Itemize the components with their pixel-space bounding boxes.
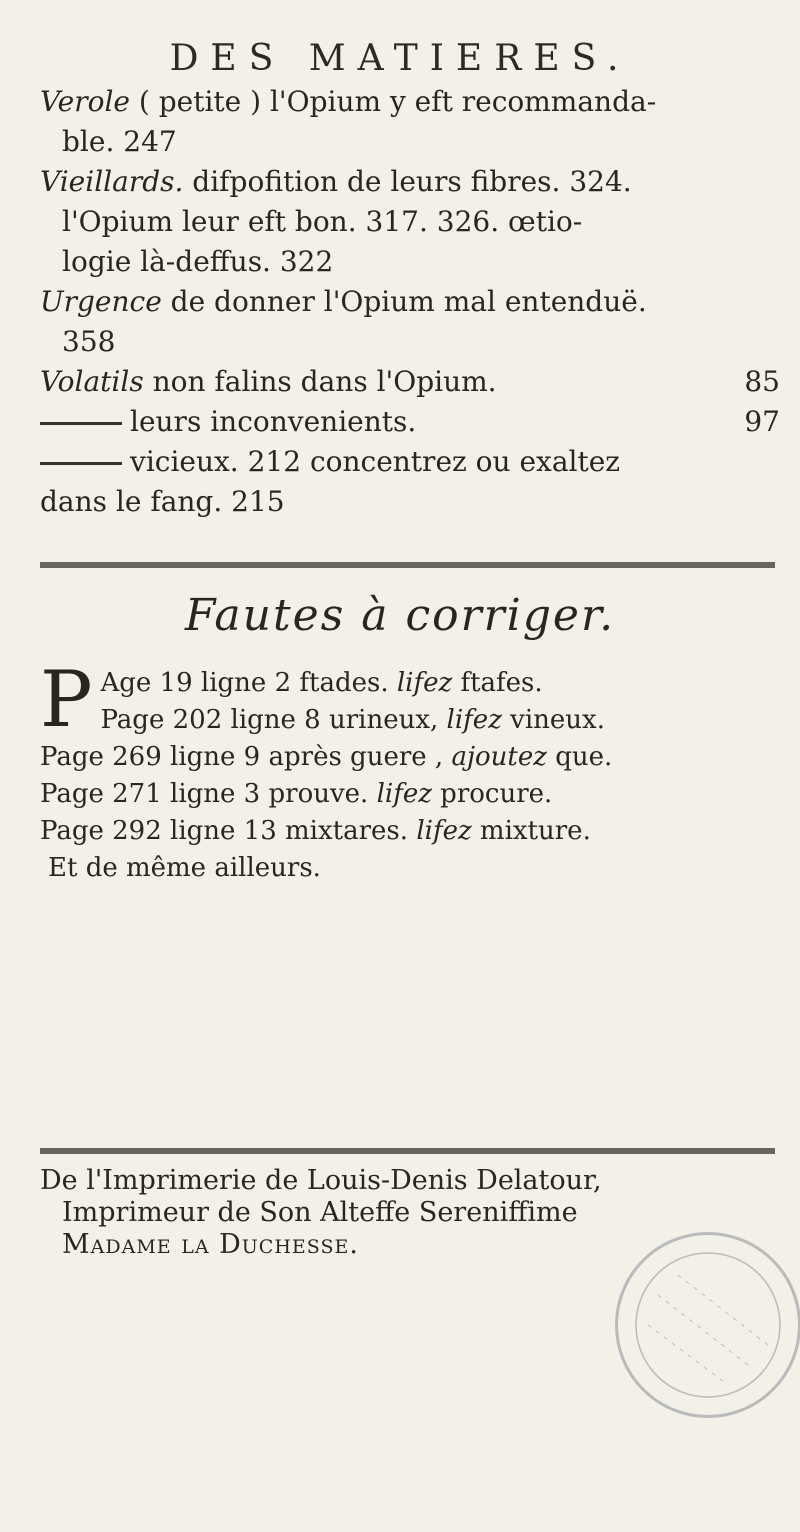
- entry-text: vicieux. 212 concentrez ou exaltez: [130, 445, 621, 478]
- errata-text: Page 292 ligne 13 mixtares.: [40, 816, 417, 846]
- errata-instruction: lifez: [396, 668, 453, 698]
- errata-list: [40, 655, 780, 887]
- errata-text: Page 202 ligne 8 urineux,: [100, 705, 447, 735]
- imprint-line: Imprimeur de Son Alteffe Sereniffime: [62, 1197, 578, 1228]
- errata-text: Page 271 ligne 3 prouve.: [40, 779, 377, 809]
- imprint-line: Madame la Duchesse.: [62, 1229, 359, 1260]
- index-entry: [40, 282, 780, 362]
- page-header: DES MATIERES.: [169, 38, 631, 79]
- entry-continuation: ble. 247: [62, 125, 177, 158]
- errata-line: [40, 665, 780, 702]
- errata-instruction: ajoutez: [451, 742, 547, 772]
- errata-text: Et de même ailleurs.: [48, 853, 321, 883]
- errata-instruction: lifez: [376, 779, 432, 809]
- library-stamp: [615, 1232, 800, 1418]
- index-entry: [40, 442, 780, 522]
- entry-text: leurs inconvenients.: [130, 405, 417, 438]
- divider-rule: [40, 562, 775, 568]
- stamp-icon: [618, 1235, 798, 1415]
- entry-keyword: Verole: [40, 85, 130, 118]
- index-entries: [40, 82, 780, 522]
- entry-text: de donner l'Opium mal entenduë.: [161, 285, 647, 318]
- entry-text: difpofition de leurs fibres. 324.: [183, 165, 632, 198]
- entry-text: non falins dans l'Opium.: [143, 365, 497, 398]
- entry-keyword: Vieillards.: [40, 165, 184, 198]
- entry-keyword: Urgence: [40, 285, 162, 318]
- index-entry: [40, 362, 780, 402]
- errata-line: [40, 850, 780, 887]
- entry-keyword: Volatils: [40, 365, 144, 398]
- entry-page-number: 97: [744, 405, 780, 438]
- entry-continuation: l'Opium leur eft bon. 317. 326. œtio-: [62, 205, 583, 238]
- index-entry: [40, 162, 780, 282]
- errata-line: [40, 739, 780, 776]
- entry-continuation: 358: [62, 325, 116, 358]
- errata-instruction: lifez: [446, 705, 502, 735]
- errata-text: Page 269 ligne 9 après guere ,: [40, 742, 452, 772]
- errata-line: [40, 702, 780, 739]
- entry-text: ( petite ) l'Opium y eft recommanda-: [130, 85, 657, 118]
- errata-text: Age 19 ligne 2 ftades.: [100, 668, 397, 698]
- entry-continuation: logie là-deffus. 322: [62, 245, 334, 278]
- entry-page-number: 85: [744, 365, 780, 398]
- errata-line: [40, 776, 780, 813]
- ditto-dash: [40, 422, 122, 425]
- errata-instruction: lifez: [416, 816, 472, 846]
- errata-correction: procure.: [431, 779, 553, 809]
- errata-correction: ftafes.: [452, 668, 543, 698]
- errata-correction: vineux.: [501, 705, 605, 735]
- index-entry: [40, 82, 780, 162]
- index-entry: [40, 402, 780, 442]
- errata-title: Fautes à corriger.: [184, 590, 616, 641]
- imprint-line: De l'Imprimerie de Louis-Denis Delatour,: [40, 1165, 602, 1196]
- divider-rule: [40, 1148, 775, 1154]
- errata-line: [40, 813, 780, 850]
- entry-continuation: dans le fang. 215: [40, 485, 285, 518]
- errata-correction: mixture.: [471, 816, 591, 846]
- drop-cap: P: [40, 655, 93, 745]
- errata-correction: que.: [546, 742, 613, 772]
- ditto-dash: [40, 462, 122, 465]
